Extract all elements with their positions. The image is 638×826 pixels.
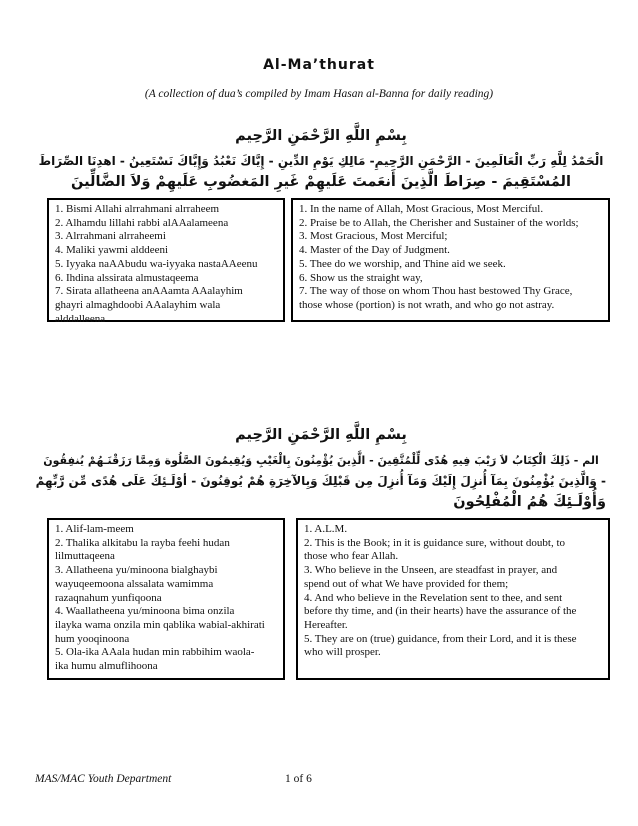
section1-basmala: بِسْمِ اللَّهِ الرَّحْمَنِ الرَّحِيم [235, 128, 407, 144]
transliteration-line: 5. Ola-ika AAala hudan min rabbihim waola- [55, 646, 255, 659]
translation-line: 3. Who believe in the Unseen, are steadfast in prayer, and [304, 564, 558, 577]
document-title: Al-Ma’thurat [263, 57, 375, 73]
section1-arabic [36, 126, 606, 193]
transliteration-line: ghayri almaghdoobi AAalayhim wala [55, 298, 221, 311]
transliteration-line: 2. Alhamdu lillahi rabbi alAAalameena [55, 216, 229, 229]
transliteration-line: 1. Alif-lam-meem [55, 523, 134, 535]
translation-line: before thy time, and (in their hearts) have the assurance of the [304, 605, 577, 618]
translation-line: spend out of what We have provided for them; [304, 577, 509, 590]
section1-transliteration-box [47, 198, 285, 325]
transliteration-line: ilayka wama onzila min qablika wabial-akhirati [55, 618, 265, 631]
section2-arabic-line: - وَالَّذِينَ يُؤْمِنُونَ بِمَآ أُنزِلَ إِلَيْكَ وَمَآ أُنزِلَ مِن قَبْلِكَ وَبِالآخِرَةِ هُمْ يُوقِنُونَ - أوْلَـئِكَ عَلَى هُدًى مِّن رَّبِّهِمْ [35, 474, 606, 488]
transliteration-line: hum yooqinoona [55, 632, 130, 645]
transliteration-line: 5. Iyyaka naAAbudu wa-iyyaka nastaAAeenu [55, 257, 258, 270]
section2-basmala: بِسْمِ اللَّهِ الرَّحْمَنِ الرَّحِيم [235, 427, 407, 443]
footer-department: MAS/MAC Youth Department [35, 773, 172, 785]
translation-line: 4. Master of the Day of Judgment. [299, 244, 450, 257]
translation-line: 4. And who believe in the Revelation sent to thee, and sent [304, 591, 563, 604]
transliteration-line: lilmuttaqeena [55, 550, 115, 563]
transliteration-line: alddalleena [55, 312, 106, 325]
section1-arabic-line: الْحَمْدُ لِلَّهِ رَبِّ الْعَالَمِينَ - الرَّحْمَنِ الرَّحِيمِ- مَالِكِ يَوْمِ الدِّينِ - إِيَّاكَ نَعْبُدُ وَإِيَّاكَ نَسْتَعِينُ - اهدِنَا الصِّرَاطَ [38, 154, 604, 168]
translation-line: those who fear Allah. [304, 550, 399, 563]
section1-arabic-line: المُسْتَقِيمَ - صِرَاطَ الَّذِينَ أَنعَمتَ عَلَيهِمْ غَيرِ المَغضُوبِ عَلَيهِمْ وَلاَ الضَّالِّينَ [71, 174, 571, 190]
transliteration-line: 3. Allatheena yu/minoona bialghaybi [55, 564, 218, 577]
transliteration-line: wayuqeemoona alssalata wamimma [55, 577, 214, 590]
transliteration-line: 3. Alrrahmani alrraheemi [55, 230, 166, 243]
translation-line: 1. In the name of Allah, Most Gracious, Most Merciful. [299, 203, 544, 215]
section2-translation-box [296, 518, 610, 680]
translation-line: 1. A.L.M. [304, 523, 348, 535]
section2-arabic-line: الم - ذَلِكَ الْكِتَابُ لاَ رَيْبَ فِيهِ هُدًى لِّلْمُتَّقِينَ - الَّذِينَ يُؤْمِنُونَ بِالْغَيْبِ وَيُقِيمُونَ الصَّلُوة وَمِمَّا رَزَقْنَـهُمْ يُنفِقُونَ [43, 454, 599, 467]
transliteration-line: 1. Bismi Allahi alrrahmani alrraheem [55, 203, 220, 215]
section2-arabic-line: وَأُوْلَـئِكَ هُمُ الْمُفْلِحُونَ [453, 494, 606, 510]
translation-line: 3. Most Gracious, Most Merciful; [299, 230, 448, 243]
transliteration-line: 7. Sirata allatheena anAAamta AAalayhim [55, 285, 243, 298]
transliteration-line: 4. Maliki yawmi alddeeni [55, 244, 169, 257]
translation-line: 6. Show us the straight way, [299, 271, 423, 284]
transliteration-line: 4. Waallatheena yu/minoona bima onzila [55, 605, 235, 618]
translation-line: 2. This is the Book; in it is guidance sure, without doubt, to [304, 536, 566, 549]
section2-transliteration-box [47, 518, 285, 680]
transliteration-line: ika humu almuflihoona [55, 660, 158, 673]
translation-line: Hereafter. [304, 618, 348, 631]
section2-arabic [36, 425, 606, 513]
page-number: 1 of 6 [285, 773, 312, 785]
translation-line: 7. The way of those on whom Thou hast bestowed Thy Grace, [299, 285, 573, 298]
transliteration-line: razaqnahum yunfiqoona [55, 591, 162, 604]
translation-line: those whose (portion) is not wrath, and who go not astray. [299, 298, 555, 311]
section1-translation-box [291, 198, 610, 322]
transliteration-line: 2. Thalika alkitabu la rayba feehi hudan [55, 536, 230, 549]
document-subtitle: (A collection of dua’s compiled by Imam Hasan al-Banna for daily reading) [144, 88, 494, 100]
translation-line: 2. Praise be to Allah, the Cherisher and Sustainer of the worlds; [299, 216, 579, 229]
translation-line: 5. Thee do we worship, and Thine aid we seek. [299, 257, 506, 270]
translation-line: who will prosper. [304, 646, 381, 659]
translation-line: 5. They are on (true) guidance, from their Lord, and it is these [304, 632, 577, 645]
transliteration-line: 6. Ihdina alssirata almustaqeema [55, 271, 199, 284]
